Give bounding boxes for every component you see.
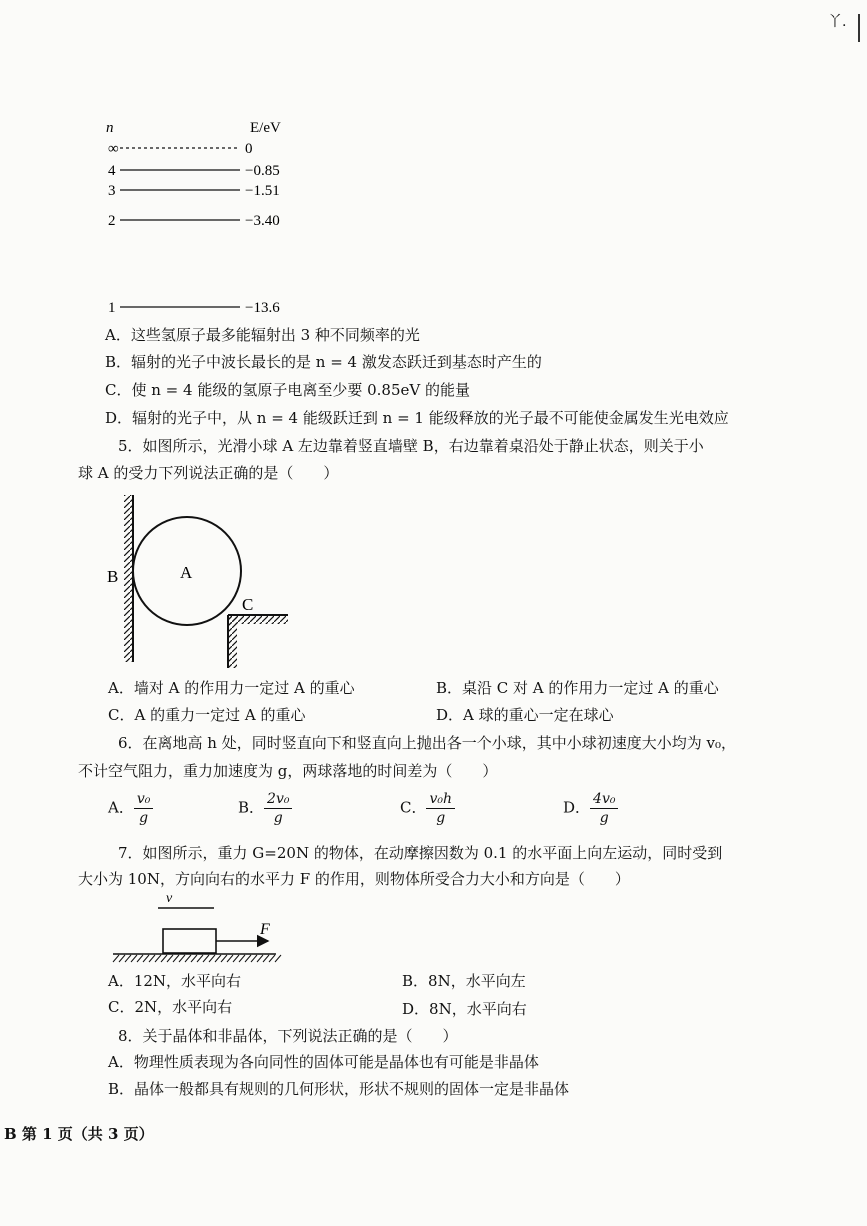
q7-option-b: B．8N，水平向左 — [402, 972, 526, 990]
level-n-label: 2 — [108, 213, 116, 229]
q5-stem-line2: 球 A 的受力下列说法正确的是（ ） — [78, 464, 339, 482]
energy-level-diagram — [100, 118, 300, 323]
wall-label: B — [107, 567, 119, 586]
q4-option-d: D．辐射的光子中，从 n = 4 能级跃迁到 n = 1 能级释放的光子最不可能使金属发生光电效应 — [105, 409, 729, 427]
force-label: F — [260, 921, 270, 938]
level-n-label: 1 — [108, 300, 116, 316]
level-n-label: ∞ — [108, 141, 119, 157]
q5-option-c: C．A 的重力一定过 A 的重心 — [108, 706, 306, 724]
edge-mark — [858, 14, 860, 42]
energy-axis-label: E/eV — [250, 120, 281, 136]
q4-option-b: B．辐射的光子中波长最长的是 n = 4 激发态跃迁到基态时产生的 — [105, 353, 542, 371]
level-energy-label: −13.6 — [245, 300, 280, 316]
q4-option-a: A．这些氢原子最多能辐射出 3 种不同频率的光 — [105, 326, 420, 344]
q8-stem: 8．关于晶体和非晶体，下列说法正确的是（ ） — [118, 1027, 458, 1045]
q5-option-d: D．A 球的重心一定在球心 — [436, 706, 614, 724]
q7-option-c: C．2N，水平向右 — [108, 998, 233, 1016]
q7-option-a: A．12N，水平向右 — [108, 972, 242, 990]
n-axis-label: n — [106, 120, 114, 136]
q6-stem-line2: 不计空气阻力，重力加速度为 g，两球落地的时间差为（ ） — [78, 762, 498, 780]
block — [163, 929, 216, 953]
q8-option-a: A．物理性质表现为各向同性的固体可能是晶体也有可能是非晶体 — [108, 1053, 539, 1071]
q6-option-d: D． $\frac{\text{4v₀}}{g}$ — [563, 790, 618, 827]
corner-mark: 丫. — [828, 14, 847, 30]
q4-option-c: C．使 n = 4 能级的氢原子电离至少要 0.85eV 的能量 — [105, 381, 470, 399]
level-n-label: 3 — [108, 183, 116, 199]
q6-option-b: B． $\frac{\text{2v₀}}{g}$ — [238, 790, 292, 827]
level-energy-label: −3.40 — [245, 213, 280, 229]
q8-option-b: B．晶体一般都具有规则的几何形状，形状不规则的固体一定是非晶体 — [108, 1080, 570, 1098]
q7-stem-line2: 大小为 10N，方向向右的水平力 F 的作用，则物体所受合力大小和方向是（ ） — [78, 870, 630, 888]
level-energy-label: −0.85 — [245, 163, 280, 179]
ball-label: A — [180, 563, 193, 582]
wall-hatch — [124, 495, 133, 662]
q7-stem-line1: 7．如图所示，重力 G=20N 的物体，在动摩擦因数为 0.1 的水平面上向左运动，同时受到 — [118, 844, 723, 862]
table-side-hatch — [229, 615, 237, 668]
q6-stem-line1: 6．在离地高 h 处，同时竖直向下和竖直向上抛出各一个小球，其中小球初速度大小均为 v₀， — [118, 734, 736, 752]
block-force-figure — [108, 888, 288, 966]
level-energy-label: 0 — [245, 141, 253, 157]
q6-option-a: A． $\frac{\text{v₀}}{g}$ — [108, 790, 153, 827]
q6-option-c: C． $\frac{\text{v₀h}}{g}$ — [400, 790, 455, 827]
level-energy-label: −1.51 — [245, 183, 280, 199]
edge-label: C — [242, 595, 254, 614]
q7-option-d: D．8N，水平向右 — [402, 1000, 527, 1018]
ground-hatch — [113, 955, 281, 962]
velocity-label: v — [166, 891, 173, 906]
ball-wall-figure — [100, 490, 300, 670]
level-n-label: 4 — [108, 163, 116, 179]
q5-stem-line1: 5．如图所示，光滑小球 A 左边靠着竖直墙壁 B，右边靠着桌沿处于静止状态，则关于小 — [118, 437, 704, 455]
q5-option-b: B．桌沿 C 对 A 的作用力一定过 A 的重心 — [436, 679, 719, 697]
page-footer: B 第 1 页（共 3 页） — [4, 1125, 154, 1143]
q5-option-a: A．墙对 A 的作用力一定过 A 的重心 — [108, 679, 355, 697]
